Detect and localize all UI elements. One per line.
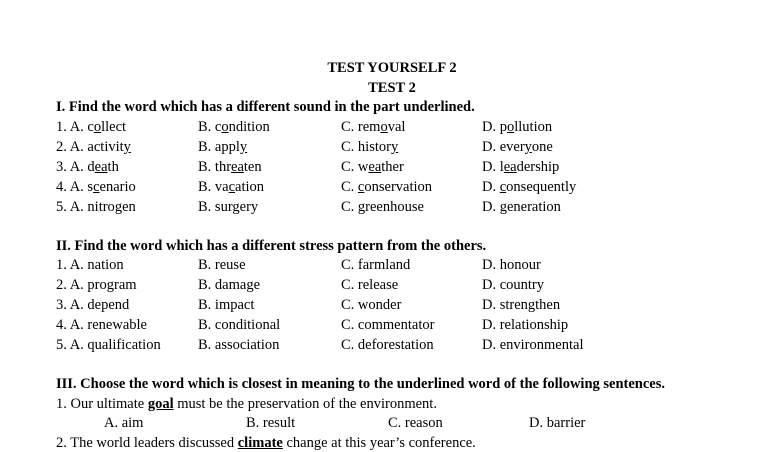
option-b[interactable]: B. surgery [198, 199, 259, 215]
underlined-word: climate [237, 435, 283, 451]
option-a[interactable]: 1. A. collect [56, 119, 127, 135]
option-a[interactable]: 5. A. qualification [56, 337, 161, 353]
option-b[interactable]: B. conditional [198, 317, 281, 333]
option-d[interactable]: D. environmental [482, 337, 584, 353]
underlined-part: ea [503, 159, 517, 175]
underlined-part: g [114, 199, 123, 215]
section-2-heading: II. Find the word which has a different stress pattern from the others. [56, 238, 487, 254]
option-c[interactable]: C. release [341, 277, 399, 293]
option-d[interactable]: D. generation [482, 199, 561, 215]
option-c[interactable]: C. farmland [341, 257, 411, 273]
option-d[interactable]: D. honour [482, 257, 541, 273]
underlined-part: o [93, 119, 102, 135]
option-a[interactable]: 2. A. activity [56, 139, 131, 155]
underlined-part: g [499, 199, 507, 215]
option-c[interactable]: C. weather [341, 159, 404, 175]
option-b[interactable]: B. damage [198, 277, 261, 293]
underlined-part: ea [231, 159, 244, 175]
option-c[interactable]: C. conservation [341, 179, 433, 195]
option-a[interactable]: 1. A. nation [56, 257, 124, 273]
question-1-text: 1. Our ultimate goal must be the preservation of the environment. [56, 396, 437, 412]
option-b[interactable]: B. reuse [198, 257, 246, 273]
underlined-part: c [499, 179, 507, 195]
option-c[interactable]: C. wonder [341, 297, 402, 313]
option-d[interactable]: D. everyone [482, 139, 553, 155]
underlined-part: g [232, 199, 240, 215]
option-c[interactable]: C. reason [388, 415, 443, 431]
option-d[interactable]: D. relationship [482, 317, 569, 333]
underlined-part: g [357, 199, 366, 215]
underlined-part: y [123, 139, 131, 155]
option-a[interactable]: 2. A. program [56, 277, 137, 293]
option-d[interactable]: D. pollution [482, 119, 553, 135]
underlined-word: goal [147, 396, 174, 412]
option-d[interactable]: D. country [482, 277, 545, 293]
title-test-2: TEST 2 [368, 80, 416, 96]
title-test-yourself: TEST YOURSELF 2 [327, 60, 457, 76]
option-b[interactable]: B. apply [198, 139, 248, 155]
underlined-part: ea [94, 159, 108, 175]
underlined-part: c [93, 179, 100, 195]
option-c[interactable]: C. deforestation [341, 337, 434, 353]
option-a[interactable]: A. aim [104, 415, 144, 431]
option-c[interactable]: C. commentator [341, 317, 435, 333]
option-b[interactable]: B. threaten [198, 159, 262, 175]
option-b[interactable]: B. association [198, 337, 280, 353]
option-a[interactable]: 5. A. nitrogen [56, 199, 136, 215]
section-1-heading: I. Find the word which has a different sound in the part underlined. [56, 99, 475, 115]
option-a[interactable]: 4. A. scenario [56, 179, 136, 195]
option-d[interactable]: D. strengthen [482, 297, 561, 313]
option-b[interactable]: B. vacation [198, 179, 265, 195]
underlined-part: c [228, 179, 236, 195]
underlined-part: y [524, 139, 532, 155]
option-a[interactable]: 4. A. renewable [56, 317, 147, 333]
underlined-part: o [506, 119, 515, 135]
option-b[interactable]: B. condition [198, 119, 270, 135]
underlined-part: y [390, 139, 399, 155]
option-d[interactable]: D. consequently [482, 179, 577, 195]
option-b[interactable]: B. result [246, 415, 296, 431]
underlined-part: y [239, 139, 248, 155]
option-d[interactable]: D. barrier [529, 415, 586, 431]
option-d[interactable]: D. leadership [482, 159, 560, 175]
underlined-part: o [380, 119, 388, 135]
question-2-text: 2. The world leaders discussed climate change at this year’s conference. [56, 435, 476, 451]
option-b[interactable]: B. impact [198, 297, 255, 313]
underlined-part: ea [368, 159, 382, 175]
option-a[interactable]: 3. A. death [56, 159, 119, 175]
option-c[interactable]: C. removal [341, 119, 406, 135]
underlined-part: o [221, 119, 229, 135]
section-3-heading: III. Choose the word which is closest in meaning to the underlined word of the following sentences. [56, 376, 666, 392]
underlined-part: c [357, 179, 365, 195]
option-c[interactable]: C. greenhouse [341, 199, 424, 215]
option-a[interactable]: 3. A. depend [56, 297, 130, 313]
option-c[interactable]: C. history [341, 139, 399, 155]
